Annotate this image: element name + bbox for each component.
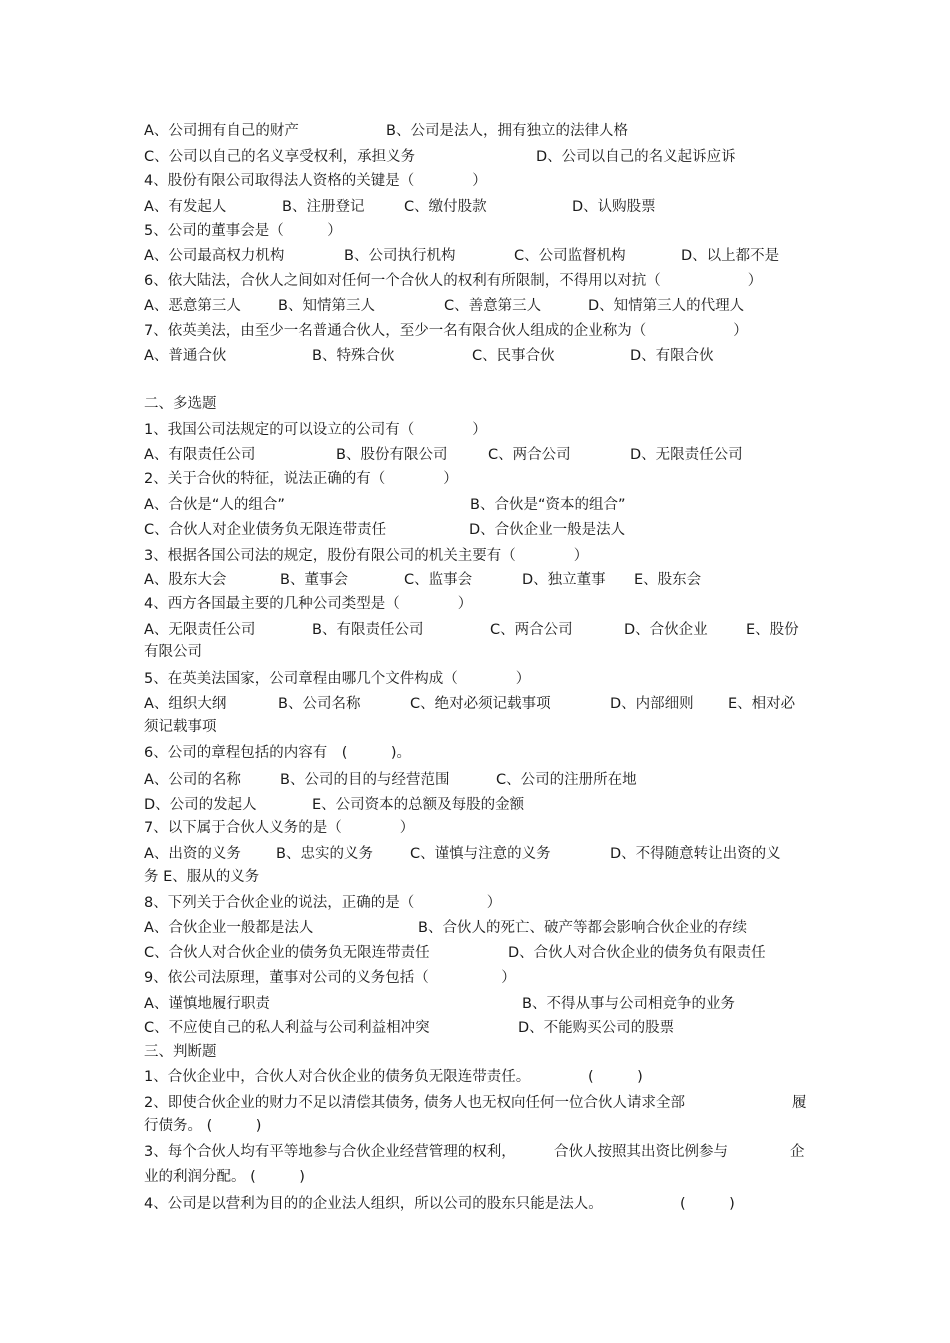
j2-statement-cont-part-1: 行债务。 ( )	[144, 1118, 262, 1134]
m5-options-part-4: D、内部细则	[610, 696, 694, 712]
m5-options-part-5: E、相对必	[728, 696, 796, 712]
m9-options-ab-part-1: A、谨慎地履行职责	[144, 996, 270, 1012]
m9-options-cd-part-2: D、不能购买公司的股票	[518, 1020, 675, 1036]
j3-statement-part-2: 合伙人按照其出资比例参与	[554, 1144, 728, 1160]
m4-options-part-1: A、无限责任公司	[144, 622, 256, 638]
q3-options-cd-part-2: D、公司以自己的名义起诉应诉	[536, 149, 736, 165]
m6-options-abc-part-1: A、公司的名称	[144, 772, 241, 788]
q5-options-part-3: C、公司监督机构	[514, 248, 626, 264]
q5-options-part-4: D、以上都不是	[681, 248, 780, 264]
m9-options-ab-part-2: B、不得从事与公司相竞争的业务	[522, 996, 735, 1012]
m3-options-part-1: A、股东大会	[144, 572, 227, 588]
j2-statement-part-2: 债务人也无权向任何一位合伙人请求全部	[424, 1095, 685, 1111]
q5-options-part-1: A、公司最高权力机构	[144, 248, 285, 264]
q7-options-part-2: B、特殊合伙	[312, 348, 395, 364]
m9-options-cd-part-1: C、不应使自己的私人利益与公司利益相冲突	[144, 1020, 430, 1036]
m4-options-part-5: E、股份	[746, 622, 799, 638]
m7-question-part-1: 7、以下属于合伙人义务的是（ ）	[144, 820, 415, 836]
m5-options-part-3: C、绝对必须记载事项	[410, 696, 551, 712]
m6-options-de-part-2: E、公司资本的总额及每股的金额	[312, 797, 525, 813]
m3-question-part-1: 3、根据各国公司法的规定，股份有限公司的机关主要有（ ）	[144, 548, 589, 564]
m3-options-part-3: C、监事会	[404, 572, 473, 588]
q5-question-part-1: 5、公司的董事会是（ ）	[144, 223, 342, 239]
q5-options-part-2: B、公司执行机构	[344, 248, 456, 264]
j1-statement-part-2: ( )	[588, 1069, 643, 1085]
q7-options-part-1: A、普通合伙	[144, 348, 227, 364]
m1-question-part-1: 1、我国公司法规定的可以设立的公司有（ ）	[144, 422, 487, 438]
q7-question-part-1: 7、依英美法，由至少一名普通合伙人，至少一名有限合伙人组成的企业称为（ ）	[144, 323, 748, 339]
m6-options-abc-part-3: C、公司的注册所在地	[496, 772, 637, 788]
m4-options-cont-part-1: 有限公司	[144, 644, 202, 660]
q3-options-ab-part-1: A、公司拥有自己的财产	[144, 123, 299, 139]
m6-options-de-part-1: D、公司的发起人	[144, 797, 257, 813]
m5-options-cont-part-1: 须记载事项	[144, 719, 217, 735]
m6-question-part-1: 6、公司的章程包括的内容有 ( )。	[144, 745, 412, 761]
j1-statement-part-1: 1、合伙企业中，合伙人对合伙企业的债务负无限连带责任。	[144, 1069, 531, 1085]
m2-options-cd-part-2: D、合伙企业一般是法人	[469, 522, 626, 538]
q4-options-part-3: C、缴付股款	[404, 199, 487, 215]
q7-options-part-4: D、有限合伙	[630, 348, 714, 364]
m8-question-part-1: 8、下列关于合伙企业的说法，正确的是（ ）	[144, 895, 502, 911]
m1-options-part-1: A、有限责任公司	[144, 447, 256, 463]
m3-options-part-2: B、董事会	[280, 572, 348, 588]
q7-options-part-3: C、民事合伙	[472, 348, 555, 364]
j4-statement-part-2: ( )	[680, 1196, 735, 1212]
j2-statement-part-1: 2、即使合伙企业的财力不足以清偿其债务，	[144, 1095, 429, 1111]
j3-statement-part-1: 3、每个合伙人均有平等地参与合伙企业经营管理的权利，	[144, 1144, 516, 1160]
m4-options-part-2: B、有限责任公司	[312, 622, 424, 638]
q4-options-part-2: B、注册登记	[282, 199, 365, 215]
q6-options-part-3: C、善意第三人	[444, 298, 542, 314]
j3-statement-cont-part-1: 业的利润分配。 ( )	[144, 1169, 305, 1185]
m7-options-part-1: A、出资的义务	[144, 846, 241, 862]
m5-question-part-1: 5、在英美法国家，公司章程由哪几个文件构成（ ）	[144, 671, 531, 687]
m8-options-ab-part-2: B、合伙人的死亡、破产等都会影响合伙企业的存续	[418, 920, 747, 936]
section-judge-title-part-1: 三、判断题	[144, 1044, 217, 1060]
m5-options-part-2: B、公司名称	[278, 696, 361, 712]
m2-question-part-1: 2、关于合伙的特征，说法正确的有（ ）	[144, 471, 458, 487]
m9-question-part-1: 9、依公司法原理，董事对公司的义务包括（ ）	[144, 970, 516, 986]
q3-options-cd-part-1: C、公司以自己的名义享受权利，承担义务	[144, 149, 416, 165]
q6-options-part-2: B、知情第三人	[278, 298, 375, 314]
m1-options-part-3: C、两合公司	[488, 447, 571, 463]
m4-question-part-1: 4、西方各国最主要的几种公司类型是（ ）	[144, 596, 473, 612]
m7-options-part-4: D、不得随意转让出资的义	[610, 846, 781, 862]
m3-options-part-5: E、股东会	[634, 572, 702, 588]
m8-options-ab-part-1: A、合伙企业一般都是法人	[144, 920, 314, 936]
m4-options-part-3: C、两合公司	[490, 622, 573, 638]
m8-options-cd-part-2: D、合伙人对合伙企业的债务负有限责任	[508, 945, 766, 961]
m1-options-part-4: D、无限责任公司	[630, 447, 743, 463]
m7-options-part-3: C、谨慎与注意的义务	[410, 846, 551, 862]
q4-question-part-1: 4、股份有限公司取得法人资格的关键是（ ）	[144, 173, 487, 189]
q6-options-part-4: D、知情第三人的代理人	[588, 298, 745, 314]
m2-options-cd-part-1: C、合伙人对企业债务负无限连带责任	[144, 522, 387, 538]
m8-options-cd-part-1: C、合伙人对合伙企业的债务负无限连带责任	[144, 945, 430, 961]
m7-options-cont-part-1: 务 E、服从的义务	[144, 869, 260, 885]
j2-statement-part-3: 履	[792, 1095, 807, 1111]
q6-question-part-1: 6、依大陆法，合伙人之间如对任何一个合伙人的权利有所限制，不得用以对抗（ ）	[144, 273, 763, 289]
m5-options-part-1: A、组织大纲	[144, 696, 227, 712]
q6-options-part-1: A、恶意第三人	[144, 298, 241, 314]
m7-options-part-2: B、忠实的义务	[276, 846, 373, 862]
m2-options-ab-part-2: B、合伙是“资本的组合”	[470, 497, 626, 513]
q4-options-part-4: D、认购股票	[572, 199, 656, 215]
m2-options-ab-part-1: A、合伙是“人的组合”	[144, 497, 285, 513]
m3-options-part-4: D、独立董事	[522, 572, 606, 588]
m1-options-part-2: B、股份有限公司	[336, 447, 448, 463]
section-multi-title-part-1: 二、多选题	[144, 396, 217, 412]
j4-statement-part-1: 4、公司是以营利为目的的企业法人组织，所以公司的股东只能是法人。	[144, 1196, 603, 1212]
q3-options-ab-part-2: B、公司是法人，拥有独立的法律人格	[386, 123, 628, 139]
q4-options-part-1: A、有发起人	[144, 199, 227, 215]
m6-options-abc-part-2: B、公司的目的与经营范围	[280, 772, 450, 788]
m4-options-part-4: D、合伙企业	[624, 622, 708, 638]
j3-statement-part-3: 企	[790, 1144, 805, 1160]
